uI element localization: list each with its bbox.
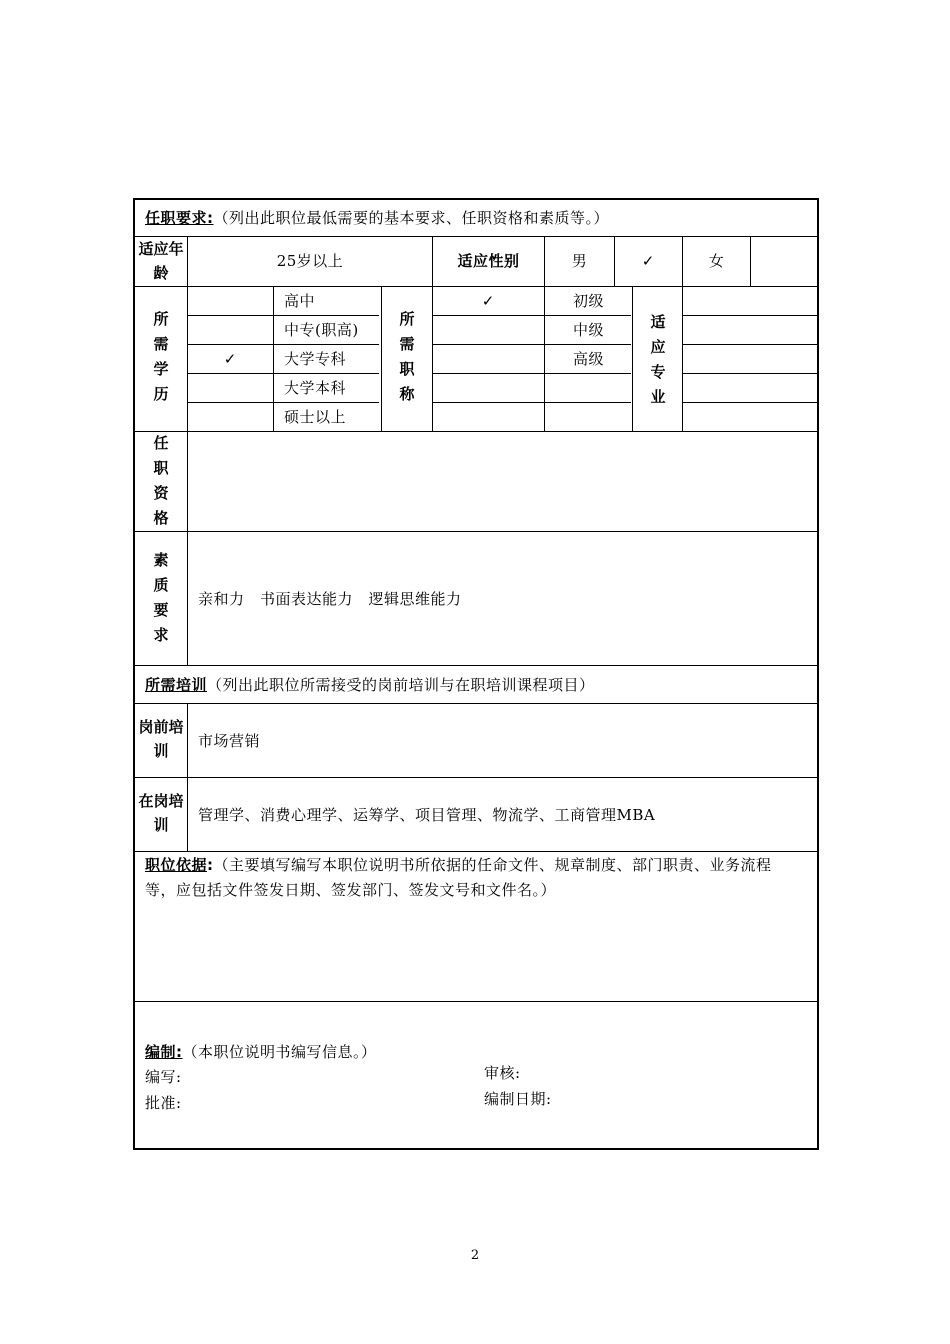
requirements-title: 任职要求: xyxy=(145,209,214,227)
row-divider xyxy=(135,703,817,704)
gender-male: 男 xyxy=(571,252,588,270)
qualification-label: 任职资格 xyxy=(153,434,169,527)
job-requirements-form xyxy=(133,198,819,1150)
compile-title: 编制: xyxy=(145,1043,183,1061)
reviewer-label: 审核: xyxy=(484,1064,521,1082)
education-level: 大学专科 xyxy=(284,350,347,368)
age-label: 适应年龄 xyxy=(138,240,184,282)
row-divider xyxy=(432,315,631,316)
col-divider xyxy=(273,286,274,431)
row-divider xyxy=(135,665,817,666)
col-divider xyxy=(544,286,545,431)
row-divider xyxy=(682,373,817,374)
col-divider xyxy=(381,286,382,431)
row-divider xyxy=(135,851,817,852)
compile-note: （本职位说明书编写信息。） xyxy=(182,1043,377,1061)
date-label: 编制日期: xyxy=(484,1090,552,1108)
compile-header xyxy=(145,1042,377,1062)
education-label: 所需学历 xyxy=(153,310,169,403)
pre-training-label: 岗前培训 xyxy=(138,718,184,760)
row-divider xyxy=(432,373,631,374)
title-check-mark: ✓ xyxy=(481,292,495,310)
row-divider xyxy=(187,402,379,403)
age-value: 25岁以上 xyxy=(276,252,344,270)
training-note: （列出此职位所需接受的岗前培训与在职培训课程项目） xyxy=(207,676,595,694)
row-divider xyxy=(187,373,379,374)
training-title: 所需培训 xyxy=(145,676,208,694)
row-divider xyxy=(432,402,631,403)
gender-label: 适应性别 xyxy=(457,252,520,270)
col-divider xyxy=(187,703,188,851)
male-check-mark: ✓ xyxy=(641,252,655,270)
major-label: 适应专业 xyxy=(650,313,666,406)
education-check-mark: ✓ xyxy=(223,350,237,368)
onjob-training-label: 在岗培训 xyxy=(138,792,184,834)
col-divider xyxy=(632,286,633,431)
row-divider xyxy=(135,531,817,532)
title-level: 初级 xyxy=(573,292,605,310)
education-level: 高中 xyxy=(284,292,316,310)
quality-value: 亲和力 书面表达能力 逻辑思维能力 xyxy=(198,590,462,608)
row-divider xyxy=(135,1001,817,1002)
title-label: 所需职称 xyxy=(399,310,415,403)
col-divider xyxy=(750,236,751,286)
basis-note-line2: 等，应包括文件签发日期、签发部门、签发文号和文件名。） xyxy=(145,881,557,899)
education-level: 硕士以上 xyxy=(284,408,347,426)
approver-label: 批准: xyxy=(145,1094,182,1112)
row-divider xyxy=(135,236,817,237)
row-divider xyxy=(135,431,817,432)
row-divider xyxy=(432,344,631,345)
education-level: 大学本科 xyxy=(284,379,347,397)
education-level: 中专(职高) xyxy=(284,321,359,339)
gender-female: 女 xyxy=(708,252,725,270)
basis-note-line1: （主要填写编写本职位说明书所依据的任命文件、规章制度、部门职责、业务流程 xyxy=(213,856,772,874)
title-level: 高级 xyxy=(573,350,605,368)
row-divider xyxy=(187,315,379,316)
page-number: 2 xyxy=(470,1248,480,1263)
row-divider xyxy=(682,315,817,316)
requirements-header xyxy=(145,208,609,228)
basis-line1 xyxy=(145,855,772,875)
row-divider xyxy=(187,344,379,345)
col-divider xyxy=(614,236,615,286)
row-divider xyxy=(135,286,817,287)
row-divider xyxy=(682,402,817,403)
quality-label: 素质要求 xyxy=(153,551,169,644)
requirements-note: （列出此职位最低需要的基本要求、任职资格和素质等。） xyxy=(213,209,610,227)
row-divider xyxy=(682,344,817,345)
title-level: 中级 xyxy=(573,321,605,339)
pre-training-value: 市场营销 xyxy=(198,732,261,750)
basis-title: 职位依据 xyxy=(145,856,208,874)
row-divider xyxy=(135,777,817,778)
onjob-training-value: 管理学、消费心理学、运筹学、项目管理、物流学、工商管理MBA xyxy=(198,806,656,824)
basis-colon: : xyxy=(207,856,214,874)
training-header xyxy=(145,675,595,695)
writer-label: 编写: xyxy=(145,1068,182,1086)
col-divider xyxy=(187,431,188,665)
